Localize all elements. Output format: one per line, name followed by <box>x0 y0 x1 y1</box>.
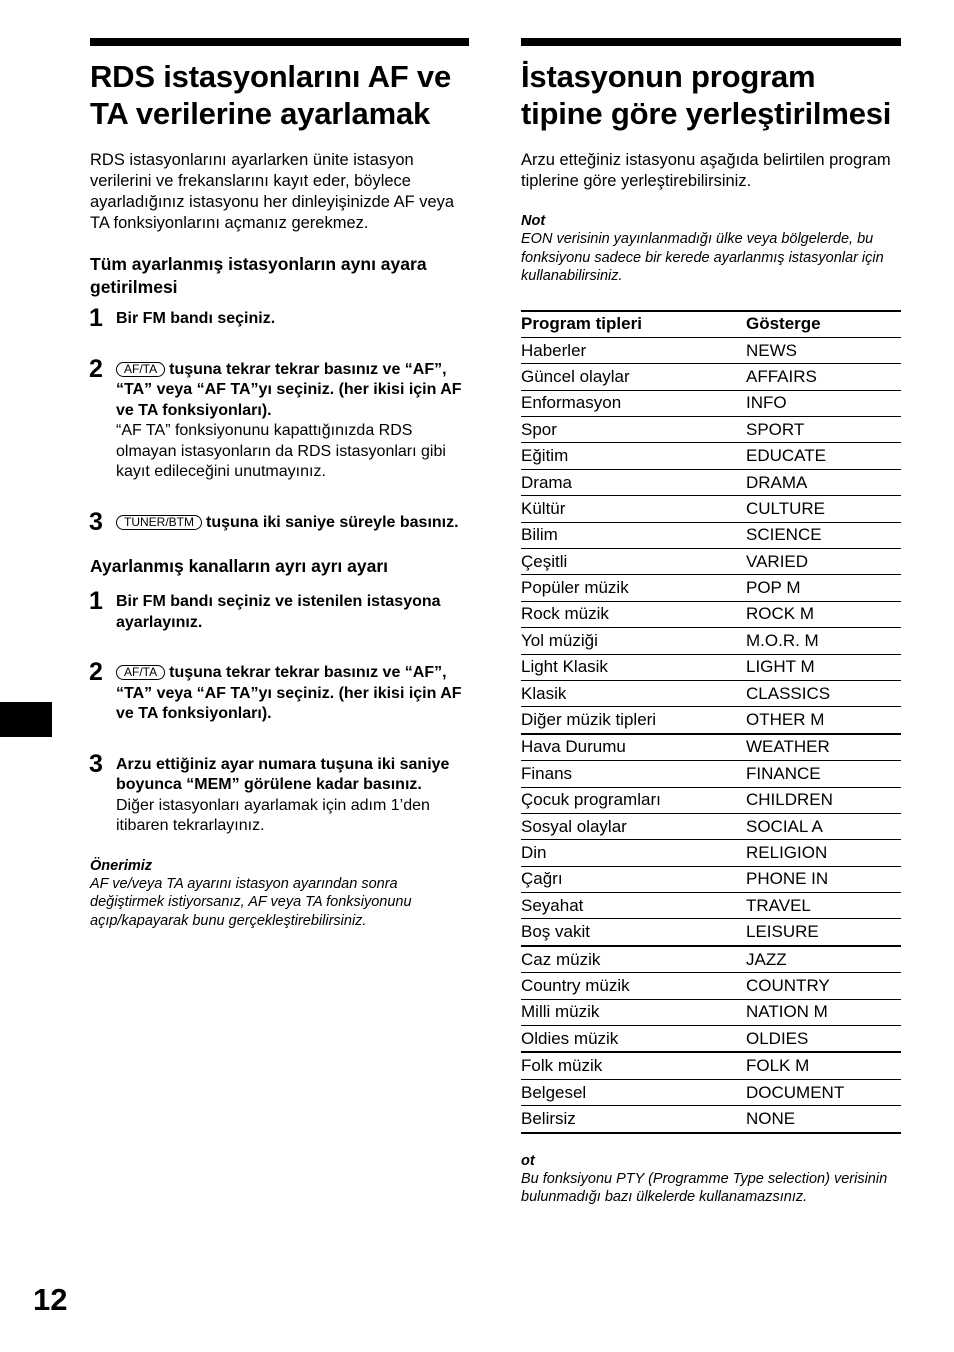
table-row <box>521 390 901 416</box>
table-row <box>521 1079 901 1105</box>
step-number: 3 <box>89 749 103 778</box>
table-row <box>521 549 901 575</box>
program-type-cell: Caz müzik <box>521 946 746 973</box>
program-type-cell: Çağrı <box>521 866 746 892</box>
section1-step-1 <box>89 304 469 332</box>
indicator-cell: OLDIES <box>746 1026 901 1053</box>
indicator-cell: CHILDREN <box>746 787 901 813</box>
step-normal-text: “AF TA” fonksiyonunu kapattığınızda RDS olmayan istasyonların da RDS istasyonları gibi kayıt edileceğini unutmayınız. <box>116 422 446 480</box>
table-row <box>521 443 901 469</box>
step-number: 3 <box>89 507 103 536</box>
indicator-cell: LEISURE <box>746 919 901 946</box>
program-type-cell: Haberler <box>521 337 746 363</box>
program-type-cell: Diğer müzik tipleri <box>521 707 746 734</box>
indicator-cell: NEWS <box>746 337 901 363</box>
step-bold-text: tuşuna tekrar tekrar basınız ve “AF”, “TA” veya “AF TA”yı seçiniz. (her ikisi için AF ve TA fonksiyonları). <box>116 664 462 722</box>
section2-step-2 <box>89 658 469 725</box>
note2-text: Bu fonksiyonu PTY (Programme Type selection) verisinin bulunmadığı bazı ülkelerde kullanamazsınız. <box>521 1170 888 1206</box>
step-number: 2 <box>89 658 103 686</box>
indicator-cell: AFFAIRS <box>746 364 901 390</box>
right-column <box>521 38 901 1207</box>
table-row <box>521 787 901 813</box>
indicator-cell: POP M <box>746 575 901 601</box>
program-type-cell: Din <box>521 840 746 866</box>
left-title: RDS istasyonlarını AF ve TA verilerine ayarlamak <box>90 59 451 131</box>
step-number: 1 <box>89 587 103 615</box>
step-bold-text: Arzu ettiğiniz ayar numara tuşuna iki saniye boyunca “MEM” görülene kadar basınız. <box>116 755 450 793</box>
table-row <box>521 417 901 443</box>
section2-heading: Ayarlanmış kanalların ayrı ayrı ayarı <box>90 556 389 576</box>
table-row <box>521 761 901 787</box>
program-type-cell: Spor <box>521 417 746 443</box>
table-row <box>521 628 901 654</box>
step-number: 2 <box>89 354 103 383</box>
program-type-cell: Boş vakit <box>521 919 746 946</box>
indicator-cell: ROCK M <box>746 601 901 627</box>
indicator-cell: NONE <box>746 1106 901 1133</box>
indicator-cell: OTHER M <box>746 707 901 734</box>
program-type-cell: Belirsiz <box>521 1106 746 1133</box>
table-row <box>521 654 901 680</box>
program-type-cell: Light Klasik <box>521 654 746 680</box>
right-title: İstasyonun program tipine göre yerleştirilmesi <box>521 59 892 131</box>
table-row <box>521 469 901 495</box>
indicator-cell: WEATHER <box>746 734 901 761</box>
step-bold-text: tuşuna iki saniye süreyle basınız. <box>206 513 459 531</box>
indicator-cell: LIGHT M <box>746 654 901 680</box>
table-header-row <box>521 311 901 338</box>
program-type-cell: Sosyal olaylar <box>521 813 746 839</box>
program-type-cell: Country müzik <box>521 973 746 999</box>
right-intro: Arzu etteğiniz istasyonu aşağıda belirtilen program tiplerine göre yerleştirebilirsiniz. <box>521 151 891 190</box>
section2-step-1 <box>89 587 469 633</box>
step-normal-text: Diğer istasyonları ayarlamak için adım 1’den itibaren tekrarlayınız. <box>116 796 430 834</box>
note1-text: EON verisinin yayınlanmadığı ülke veya bölgelerde, bu fonksiyonu sadece bir kerede ayarlanmış istasyonlar için kullanabilirsiniz. <box>521 231 884 284</box>
program-type-cell: Çeşitli <box>521 549 746 575</box>
indicator-cell: SOCIAL A <box>746 813 901 839</box>
program-type-cell: Finans <box>521 761 746 787</box>
title-rule <box>521 38 901 46</box>
note2-title: ot <box>521 1152 535 1169</box>
program-type-table <box>521 310 901 1134</box>
table-row <box>521 734 901 761</box>
note1-title: Not <box>521 213 546 229</box>
program-type-cell: Folk müzik <box>521 1052 746 1079</box>
indicator-cell: SPORT <box>746 417 901 443</box>
indicator-cell: JAZZ <box>746 946 901 973</box>
indicator-cell: FINANCE <box>746 761 901 787</box>
indicator-cell: DOCUMENT <box>746 1079 901 1105</box>
program-type-cell: Enformasyon <box>521 390 746 416</box>
section1-step-3 <box>89 507 469 536</box>
af-ta-key-icon: AF/TA <box>116 362 165 377</box>
tuner-btm-key-icon: TUNER/BTM <box>116 515 202 530</box>
program-type-cell: Eğitim <box>521 443 746 469</box>
left-intro: RDS istasyonlarını ayarlarken ünite istasyon verilerini ve frekanslarını kayıt eder, böylece ayarladığınız istasyonu her dinleyişinizde AF veya TA fonksiyonlarını açmanız gerekmez. <box>90 151 455 232</box>
table-row <box>521 893 901 919</box>
program-type-cell: Drama <box>521 469 746 495</box>
program-type-cell: Bilim <box>521 522 746 548</box>
table-row <box>521 1106 901 1133</box>
tip-title: Önerimiz <box>90 857 153 874</box>
table-row <box>521 707 901 734</box>
table-row <box>521 680 901 706</box>
table-row <box>521 337 901 363</box>
program-type-cell: Yol müziği <box>521 628 746 654</box>
af-ta-key-icon: AF/TA <box>116 665 165 680</box>
section2-step-3 <box>89 749 469 837</box>
indicator-cell: RELIGION <box>746 840 901 866</box>
indicator-cell: COUNTRY <box>746 973 901 999</box>
table-row <box>521 575 901 601</box>
indicator-cell: NATION M <box>746 999 901 1025</box>
table-row <box>521 601 901 627</box>
table-row <box>521 496 901 522</box>
program-type-cell: Popüler müzik <box>521 575 746 601</box>
indicator-cell: PHONE IN <box>746 866 901 892</box>
program-type-cell: Kültür <box>521 496 746 522</box>
indicator-cell: FOLK M <box>746 1052 901 1079</box>
program-type-cell: Klasik <box>521 680 746 706</box>
step-bold-text: tuşuna tekrar tekrar basınız ve “AF”, “TA” veya “AF TA”yı seçiniz. (her ikisi için AF ve TA fonksiyonları). <box>116 360 462 419</box>
program-type-cell: Oldies müzik <box>521 1026 746 1053</box>
indicator-cell: M.O.R. M <box>746 628 901 654</box>
page-number: 12 <box>33 1282 68 1317</box>
table-row <box>521 919 901 946</box>
section-tab-marker <box>0 702 52 737</box>
program-type-cell: Rock müzik <box>521 601 746 627</box>
title-rule <box>90 38 469 46</box>
table-header-indicator: Gösterge <box>746 311 901 338</box>
table-body <box>521 337 901 1132</box>
section1-step-2 <box>89 354 469 483</box>
program-type-cell: Hava Durumu <box>521 734 746 761</box>
program-type-cell: Güncel olaylar <box>521 364 746 390</box>
table-row <box>521 1052 901 1079</box>
section1-heading: Tüm ayarlanmış istasyonların aynı ayara getirilmesi <box>90 254 427 297</box>
table-header-program: Program tipleri <box>521 311 746 338</box>
table-row <box>521 946 901 973</box>
program-type-cell: Seyahat <box>521 893 746 919</box>
table-row <box>521 973 901 999</box>
indicator-cell: CLASSICS <box>746 680 901 706</box>
table-row <box>521 522 901 548</box>
step-text: Bir FM bandı seçiniz. <box>116 310 276 327</box>
indicator-cell: SCIENCE <box>746 522 901 548</box>
table-row <box>521 866 901 892</box>
indicator-cell: DRAMA <box>746 469 901 495</box>
indicator-cell: CULTURE <box>746 496 901 522</box>
program-type-cell: Çocuk programları <box>521 787 746 813</box>
left-column <box>90 38 469 930</box>
step-text: Bir FM bandı seçiniz ve istenilen istasyona ayarlayınız. <box>116 593 441 631</box>
indicator-cell: INFO <box>746 390 901 416</box>
table-row <box>521 999 901 1025</box>
tip-text: AF ve/veya TA ayarını istasyon ayarından sonra değiştirmek istiyorsanız, AF veya TA fonksiyonunu açıp/kapayarak bunu gerçekleştirebilirsiniz. <box>90 875 412 929</box>
indicator-cell: VARIED <box>746 549 901 575</box>
step-number: 1 <box>89 304 103 332</box>
program-type-cell: Milli müzik <box>521 999 746 1025</box>
table-row <box>521 840 901 866</box>
indicator-cell: EDUCATE <box>746 443 901 469</box>
table-row <box>521 1026 901 1053</box>
table-row <box>521 813 901 839</box>
table-row <box>521 364 901 390</box>
indicator-cell: TRAVEL <box>746 893 901 919</box>
program-type-cell: Belgesel <box>521 1079 746 1105</box>
